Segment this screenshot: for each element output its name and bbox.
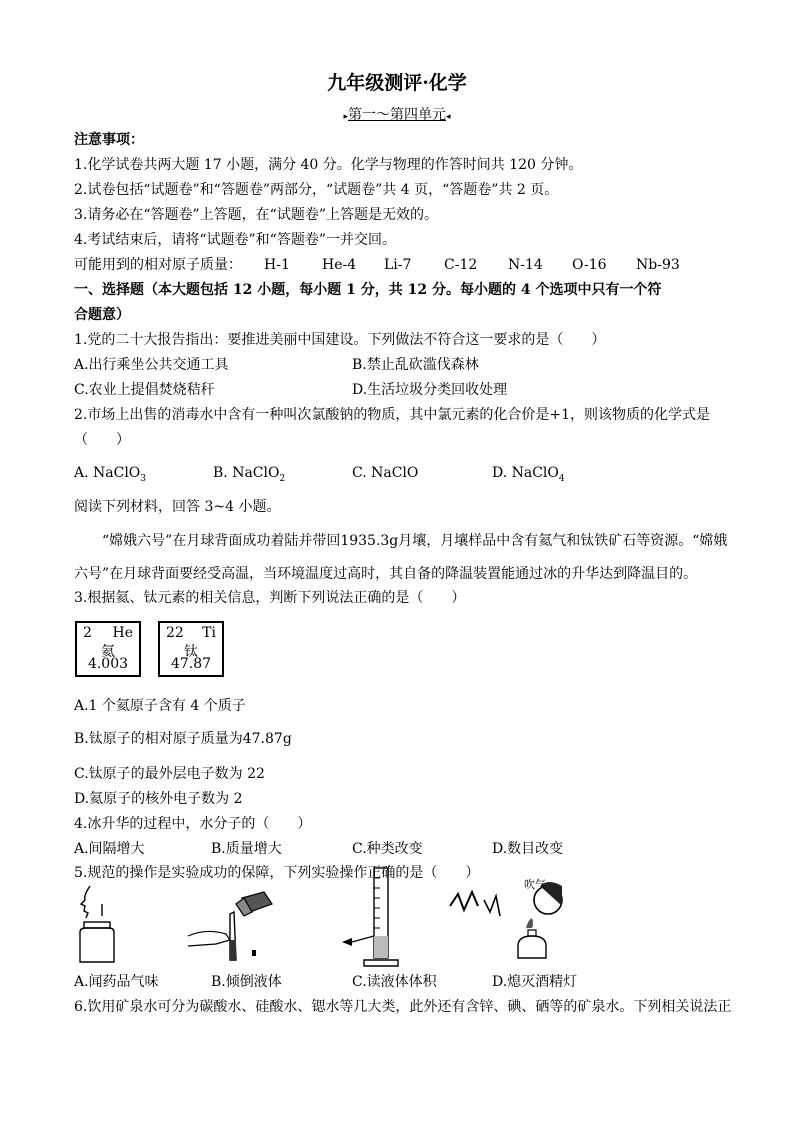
- q5-option-a: A.闻药品气味: [74, 974, 159, 990]
- atomic-mass-label: 可能用到的相对原子质量：: [74, 257, 242, 273]
- q3-option-b: B.钛原子的相对原子质量为47.87g: [74, 731, 292, 747]
- formula-subscript: 3: [140, 473, 147, 484]
- formula-subscript: 2: [279, 473, 286, 484]
- atomic-mass-item: O-16: [572, 257, 607, 273]
- subtitle-right-arrow: ◂: [446, 112, 451, 122]
- page-title: 九年级测评·化学: [327, 72, 467, 94]
- alcohol-lamp-figure: [444, 876, 574, 966]
- q3-option-d: D.氦原子的核外电子数为 2: [74, 791, 243, 807]
- atomic-number: 2: [83, 625, 92, 641]
- atomic-mass-item: He-4: [322, 257, 357, 273]
- q5-option-c: C.读液体体积: [352, 974, 437, 990]
- element-name: 钛: [184, 644, 198, 660]
- atomic-mass-item: N-14: [508, 257, 543, 273]
- subtitle-text: 第一～第四单元: [348, 107, 446, 123]
- notice-item: 2.试卷包括“试题卷”和“答题卷”两部分，“试题卷”共 4 页，“答题卷”共 2 页。: [74, 182, 559, 198]
- q2-option-b: [213, 464, 285, 488]
- graduated-cylinder-figure: [336, 866, 416, 968]
- pouring-liquid-figure: [186, 884, 278, 966]
- notice-heading: 注意事项：: [74, 132, 144, 148]
- smelling-reagent-figure: [72, 884, 122, 966]
- question-2-stem: 2.市场上出售的消毒水中含有一种叫次氯酸钠的物质，其中氯元素的化合价是+1，则该物质的化学式是: [74, 407, 710, 423]
- q1-option-c: C.农业上提倡焚烧秸秆: [74, 382, 215, 398]
- q5-option-b: B.倾倒液体: [211, 974, 282, 990]
- q4-option-b: B.质量增大: [211, 841, 282, 857]
- element-symbol: Ti: [202, 625, 216, 641]
- periodic-cell-helium: [75, 621, 141, 677]
- formula: D. NaClO: [492, 465, 559, 481]
- question-2-stem-cont: （ ）: [74, 432, 130, 448]
- atomic-mass-item: C-12: [444, 257, 478, 273]
- question-5-stem: 5.规范的操作是实验成功的保障，下列实验操作正确的是（ ）: [74, 865, 480, 881]
- section-heading: 一、选择题（本大题包括 12 小题，每小题 1 分，共 12 分。每小题的 4 个选项中只有一个符: [74, 282, 662, 298]
- atomic-mass-item: Li-7: [384, 257, 412, 273]
- notice-item: 1.化学试卷共两大题 17 小题，满分 40 分。化学与物理的作答时间共 120 分钟。: [74, 157, 583, 173]
- q1-option-d: D.生活垃圾分类回收处理: [352, 382, 508, 398]
- section-heading-cont: 合题意）: [74, 307, 130, 323]
- question-3-stem: 3.根据氦、钛元素的相关信息，判断下列说法正确的是（ ）: [74, 590, 466, 606]
- q3-option-a: A.1 个氦原子含有 4 个质子: [74, 698, 246, 714]
- formula: C. NaClO: [352, 465, 419, 481]
- q4-option-d: D.数目改变: [492, 841, 564, 857]
- q5-option-d: D.熄灭酒精灯: [492, 974, 578, 990]
- atomic-mass-item: H-1: [264, 257, 290, 273]
- q1-option-a: A.出行乘坐公共交通工具: [74, 357, 229, 373]
- subtitle-left-arrow: ▸: [343, 112, 348, 122]
- formula: B. NaClO: [213, 465, 280, 481]
- reading-paragraph-cont: 六号”在月球背面要经受高温，当环境温度过高时，其自备的降温装置能通过冰的升华达到降温目的。: [74, 566, 698, 582]
- q3-option-c: C.钛原子的最外层电子数为 22: [74, 766, 265, 782]
- reading-paragraph: “嫦娥六号”在月球背面成功着陆并带回1935.3g月壤，月壤样品中含有氦气和钛铁矿石等资源。“嫦娥: [102, 533, 728, 549]
- q1-option-b: B.禁止乱砍滥伐森林: [352, 357, 479, 373]
- page-subtitle: [0, 106, 794, 126]
- q4-option-c: C.种类改变: [352, 841, 423, 857]
- formula-subscript: 4: [558, 473, 565, 484]
- atomic-mass: 4.003: [87, 656, 129, 672]
- atomic-mass: 47.87: [170, 656, 212, 672]
- q2-option-d: [492, 464, 565, 488]
- figure-label-blow: 吹气: [524, 878, 546, 891]
- reading-intro: 阅读下列材料，回答 3~4 小题。: [74, 499, 281, 515]
- periodic-cell-titanium: [158, 621, 224, 677]
- notice-item: 4.考试结束后，请将“试题卷”和“答题卷”一并交回。: [74, 232, 396, 248]
- notice-item: 3.请务必在“答题卷”上答题，在“试题卷”上答题是无效的。: [74, 207, 438, 223]
- atomic-number: 22: [166, 625, 184, 641]
- question-6-stem: 6.饮用矿泉水可分为碳酸水、硅酸水、锶水等几大类，此外还有含锌、碘、硒等的矿泉水。下列相关说法正: [74, 999, 732, 1015]
- element-symbol: He: [112, 625, 133, 641]
- element-name: 氦: [101, 644, 115, 660]
- question-1-stem: 1.党的二十大报告指出：要推进美丽中国建设。下列做法不符合这一要求的是（ ）: [74, 332, 606, 348]
- formula: A. NaClO: [74, 465, 141, 481]
- q2-option-a: [74, 464, 146, 488]
- q4-option-a: A.间隔增大: [74, 841, 145, 857]
- atomic-mass-item: Nb-93: [636, 257, 680, 273]
- q2-option-c: [352, 464, 418, 488]
- question-4-stem: 4.冰升华的过程中，水分子的（ ）: [74, 816, 312, 832]
